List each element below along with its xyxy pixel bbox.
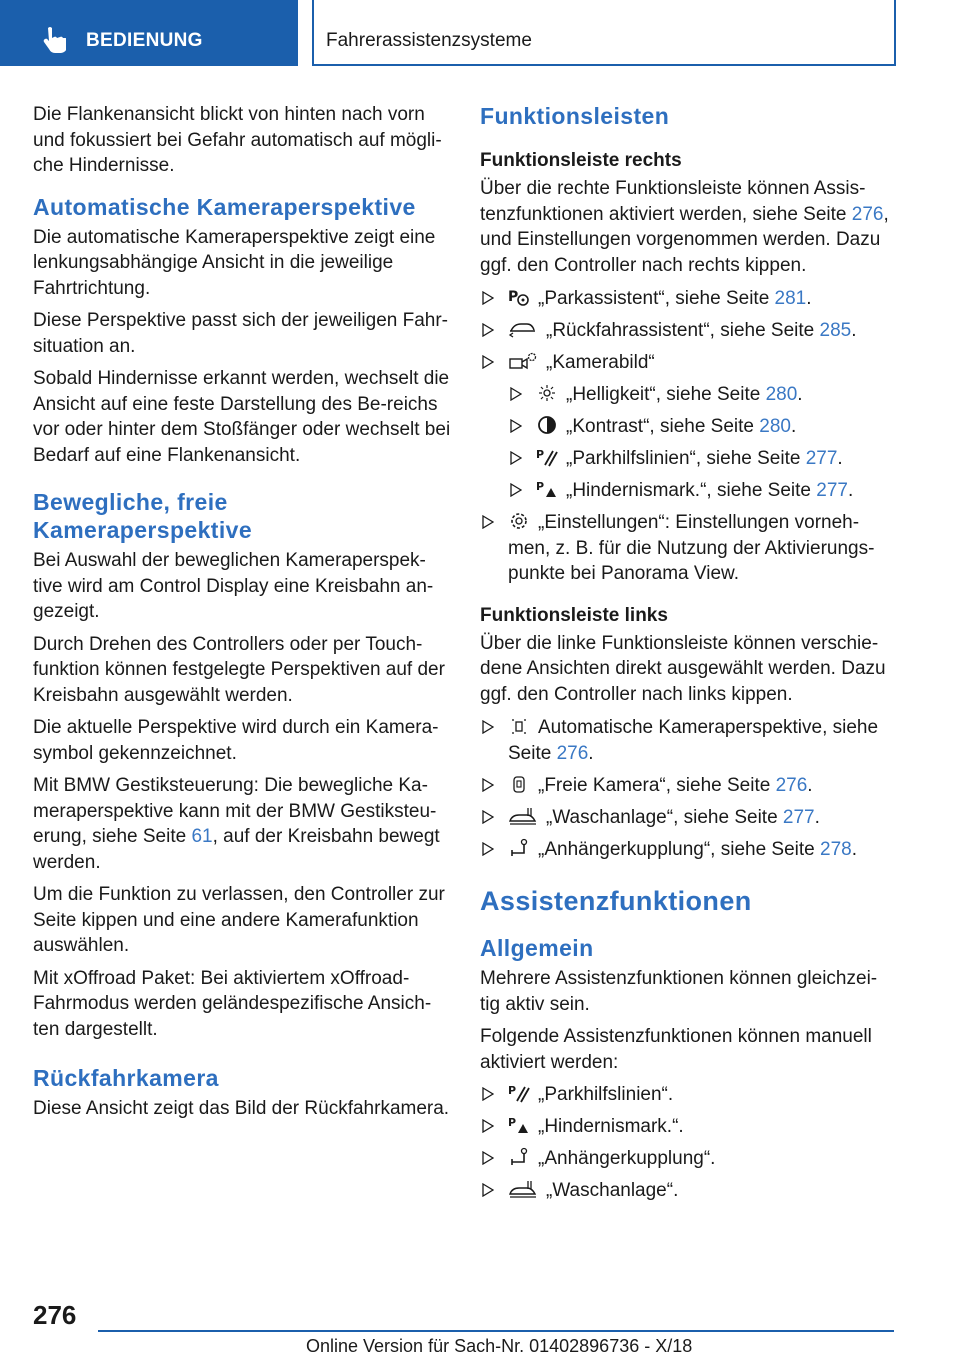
- paragraph: Folgende Assistenzfunktionen können manuell aktiviert werden:: [480, 1026, 872, 1073]
- paragraph: Diese Ansicht zeigt das Bild der Rückfahrkamera.: [33, 1098, 450, 1119]
- text: „Waschanlage“.: [546, 1180, 679, 1201]
- bullet-triangle-icon: [482, 291, 494, 305]
- right-column: [480, 102, 892, 1216]
- page-number: 276: [33, 1300, 77, 1330]
- bullet-triangle-icon: [482, 355, 494, 369]
- text: „Parkhilfslinien“.: [538, 1084, 674, 1105]
- list-item: [480, 1146, 892, 1172]
- text: .: [807, 774, 813, 796]
- page-link[interactable]: 276: [775, 774, 808, 796]
- obstacle-marking-icon: [536, 479, 558, 499]
- chapter-label: BEDIENUNG: [86, 30, 203, 51]
- bullet-triangle-icon: [510, 451, 522, 465]
- bullet-triangle-icon: [482, 1151, 494, 1165]
- text: .: [790, 416, 797, 437]
- text: .: [851, 838, 858, 860]
- page-link[interactable]: 276: [851, 203, 884, 225]
- text: Mit BMW Gestiksteuerung: Die bewegliche Ka-meraperspektive kann mit der BMW Gestiksteu-erung, siehe Seite: [33, 775, 437, 847]
- intro-paragraph: Die Flankenansicht blickt von hinten nach vorn und fokussiert bei Gefahr automatisch auf mögli-che Hindernisse.: [33, 104, 442, 176]
- bullet-triangle-icon: [482, 778, 494, 792]
- list-item: [480, 286, 892, 312]
- paragraph: Um die Funktion zu verlassen, den Controller zur Seite kippen und eine andere Kamerafunktion auswählen.: [33, 884, 445, 956]
- list-item: [508, 414, 892, 440]
- paragraph: Die automatische Kameraperspektive zeigt eine lenkungsabhängige Ansicht in die jeweilige Fahrtrichtung.: [33, 226, 436, 299]
- footer-divider: [98, 1330, 894, 1332]
- heading-auto-perspective: Automatische Kameraperspektive: [33, 193, 416, 220]
- list-item: [508, 446, 892, 472]
- manual-list: [480, 1082, 892, 1204]
- auto-camera-icon: [508, 716, 530, 736]
- text: Automatische Kameraperspektive, siehe Seite: [508, 717, 879, 764]
- text: „Kontrast“, siehe Seite: [566, 416, 760, 437]
- trailer-hitch-icon: [508, 1147, 530, 1167]
- paragraph: [33, 773, 451, 875]
- reversing-assistant-icon: [508, 319, 538, 339]
- paragraph: Durch Drehen des Controllers oder per Touch-funktion können festgelegte Perspektiven auf der Kreisbahn ausgewählt werden.: [33, 633, 445, 706]
- car-wash-icon: [508, 806, 538, 826]
- svg-text:P: P: [508, 289, 519, 305]
- bullet-triangle-icon: [482, 720, 494, 734]
- text: .: [847, 480, 854, 501]
- list-item: [480, 350, 892, 504]
- bullet-triangle-icon: [482, 842, 494, 856]
- text: „Kamerabild“: [546, 352, 655, 373]
- list-item: [480, 773, 892, 799]
- bullet-triangle-icon: [510, 387, 522, 401]
- bullet-triangle-icon: [482, 1119, 494, 1133]
- list-item: [480, 1178, 892, 1204]
- text: .: [806, 288, 812, 309]
- text: .: [797, 384, 803, 405]
- svg-text:P: P: [508, 1116, 517, 1129]
- page-link[interactable]: 280: [765, 384, 798, 405]
- contrast-icon: [536, 415, 558, 435]
- heading-function-bars: Funktionsleisten: [480, 103, 670, 129]
- left-column: [33, 102, 451, 1129]
- paragraph: Sobald Hindernisse erkannt werden, wechselt die Ansicht auf eine feste Darstellung des Be-reichs vor oder hinter dem Stoßfänger oder wechselt bei Bedarf auf eine Flankenansicht.: [33, 368, 451, 466]
- bullet-triangle-icon: [510, 483, 522, 497]
- text: „Hindernismark.“, siehe Seite: [566, 480, 817, 501]
- free-camera-icon: [508, 774, 530, 794]
- camera-settings-icon: [508, 351, 538, 371]
- subheading-right-bar: Funktionsleiste rechts: [480, 150, 682, 171]
- text: , auf der Kreisbahn bewegt werden.: [33, 826, 440, 873]
- camera-sub-list: [508, 382, 892, 504]
- chapter-tab: [0, 0, 298, 66]
- text: „Hindernismark.“.: [538, 1116, 684, 1137]
- section-title: Fahrerassistenzsysteme: [326, 30, 532, 51]
- text: „Helligkeit“, siehe Seite: [566, 384, 766, 405]
- paragraph: Diese Perspektive passt sich der jeweiligen Fahr-situation an.: [33, 310, 449, 357]
- text: „Rückfahrassistent“, siehe Seite: [546, 320, 820, 341]
- bullet-triangle-icon: [482, 1183, 494, 1197]
- page-link[interactable]: 276: [556, 742, 589, 764]
- park-assistant-icon: [508, 287, 530, 307]
- page-link[interactable]: 281: [774, 288, 807, 309]
- heading-assist-functions: Assistenzfunktionen: [480, 886, 752, 916]
- paragraph: Mit xOffroad Paket: Bei aktiviertem xOffroad-Fahrmodus werden geländespezifische Ansich-ten dargestellt.: [33, 967, 432, 1040]
- left-bar-list: [480, 715, 892, 862]
- bullet-triangle-icon: [482, 515, 494, 529]
- svg-text:P: P: [508, 1084, 517, 1097]
- text: „Parkhilfslinien“, siehe Seite: [566, 448, 806, 469]
- hand-pointer-icon: [40, 26, 66, 54]
- text: .: [837, 448, 843, 469]
- heading-general: Allgemein: [480, 935, 594, 961]
- list-item: [508, 478, 892, 504]
- text: Über die rechte Funktionsleiste können Assis-tenzfunktionen aktiviert werden, siehe Seite: [480, 178, 866, 225]
- list-item: [508, 382, 892, 408]
- footer-online-version: Online Version für Sach-Nr. 01402896736 - X/18: [306, 1336, 693, 1356]
- bullet-triangle-icon: [482, 810, 494, 824]
- right-bar-list: [480, 286, 892, 587]
- parking-lines-icon: [536, 447, 558, 467]
- obstacle-marking-icon: [508, 1115, 530, 1135]
- list-item: [480, 715, 892, 766]
- list-item: [480, 318, 892, 344]
- paragraph: Bei Auswahl der beweglichen Kameraperspek-tive wird am Control Display eine Kreisbahn an-gezeigt.: [33, 550, 434, 622]
- subheading-left-bar: Funktionsleiste links: [480, 604, 668, 626]
- list-item: [480, 510, 892, 587]
- page-link[interactable]: 61: [191, 826, 213, 847]
- text: „Waschanlage“, siehe Seite: [546, 806, 783, 828]
- text: .: [851, 320, 857, 341]
- paragraph: Mehrere Assistenzfunktionen können gleichzei-tig aktiv sein.: [480, 968, 878, 1015]
- text: „Freie Kamera“, siehe Seite: [538, 774, 776, 796]
- text: „Einstellungen“: Einstellungen vorneh-men, z. B. für die Nutzung der Aktivierungs-punkte bei Panorama View.: [508, 512, 875, 584]
- text: „Anhängerkupplung“.: [538, 1148, 716, 1169]
- paragraph: Über die linke Funktionsleiste können verschie-dene Ansichten direkt ausgewählt werden. Dazu ggf. den Controller nach links kippen.: [480, 632, 886, 705]
- section-header: [312, 0, 896, 66]
- svg-text:P: P: [536, 480, 545, 493]
- text: „Parkassistent“, siehe Seite: [538, 288, 775, 309]
- text: .: [814, 806, 820, 828]
- paragraph: [480, 176, 892, 278]
- svg-text:P: P: [536, 448, 545, 461]
- brightness-icon: [536, 383, 558, 403]
- parking-lines-icon: [508, 1083, 530, 1103]
- page-link[interactable]: 277: [805, 448, 838, 469]
- page-link[interactable]: 278: [820, 838, 852, 860]
- bullet-triangle-icon: [510, 419, 522, 433]
- page-link[interactable]: 277: [816, 480, 848, 501]
- bullet-triangle-icon: [482, 323, 494, 337]
- page-link[interactable]: 280: [759, 416, 791, 437]
- trailer-hitch-icon: [508, 838, 530, 858]
- text: „Anhängerkupplung“, siehe Seite: [538, 838, 821, 860]
- gear-icon: [508, 511, 530, 531]
- paragraph: Die aktuelle Perspektive wird durch ein Kamera-symbol gekennzeichnet.: [33, 717, 439, 764]
- page-link[interactable]: 285: [819, 320, 852, 341]
- car-wash-icon: [508, 1179, 538, 1199]
- heading-free-perspective: Bewegliche, freie Kameraperspektive: [33, 489, 253, 543]
- list-item: [480, 1082, 892, 1108]
- list-item: [480, 1114, 892, 1140]
- text: , und Einstellungen vorgenommen werden. Dazu ggf. den Controller nach rechts kippen.: [480, 203, 889, 276]
- list-item: [480, 805, 892, 831]
- bullet-triangle-icon: [482, 1087, 494, 1101]
- page-link[interactable]: 277: [782, 806, 815, 828]
- list-item: [480, 837, 892, 863]
- heading-rear-camera: Rückfahrkamera: [33, 1065, 219, 1091]
- text: .: [588, 742, 594, 764]
